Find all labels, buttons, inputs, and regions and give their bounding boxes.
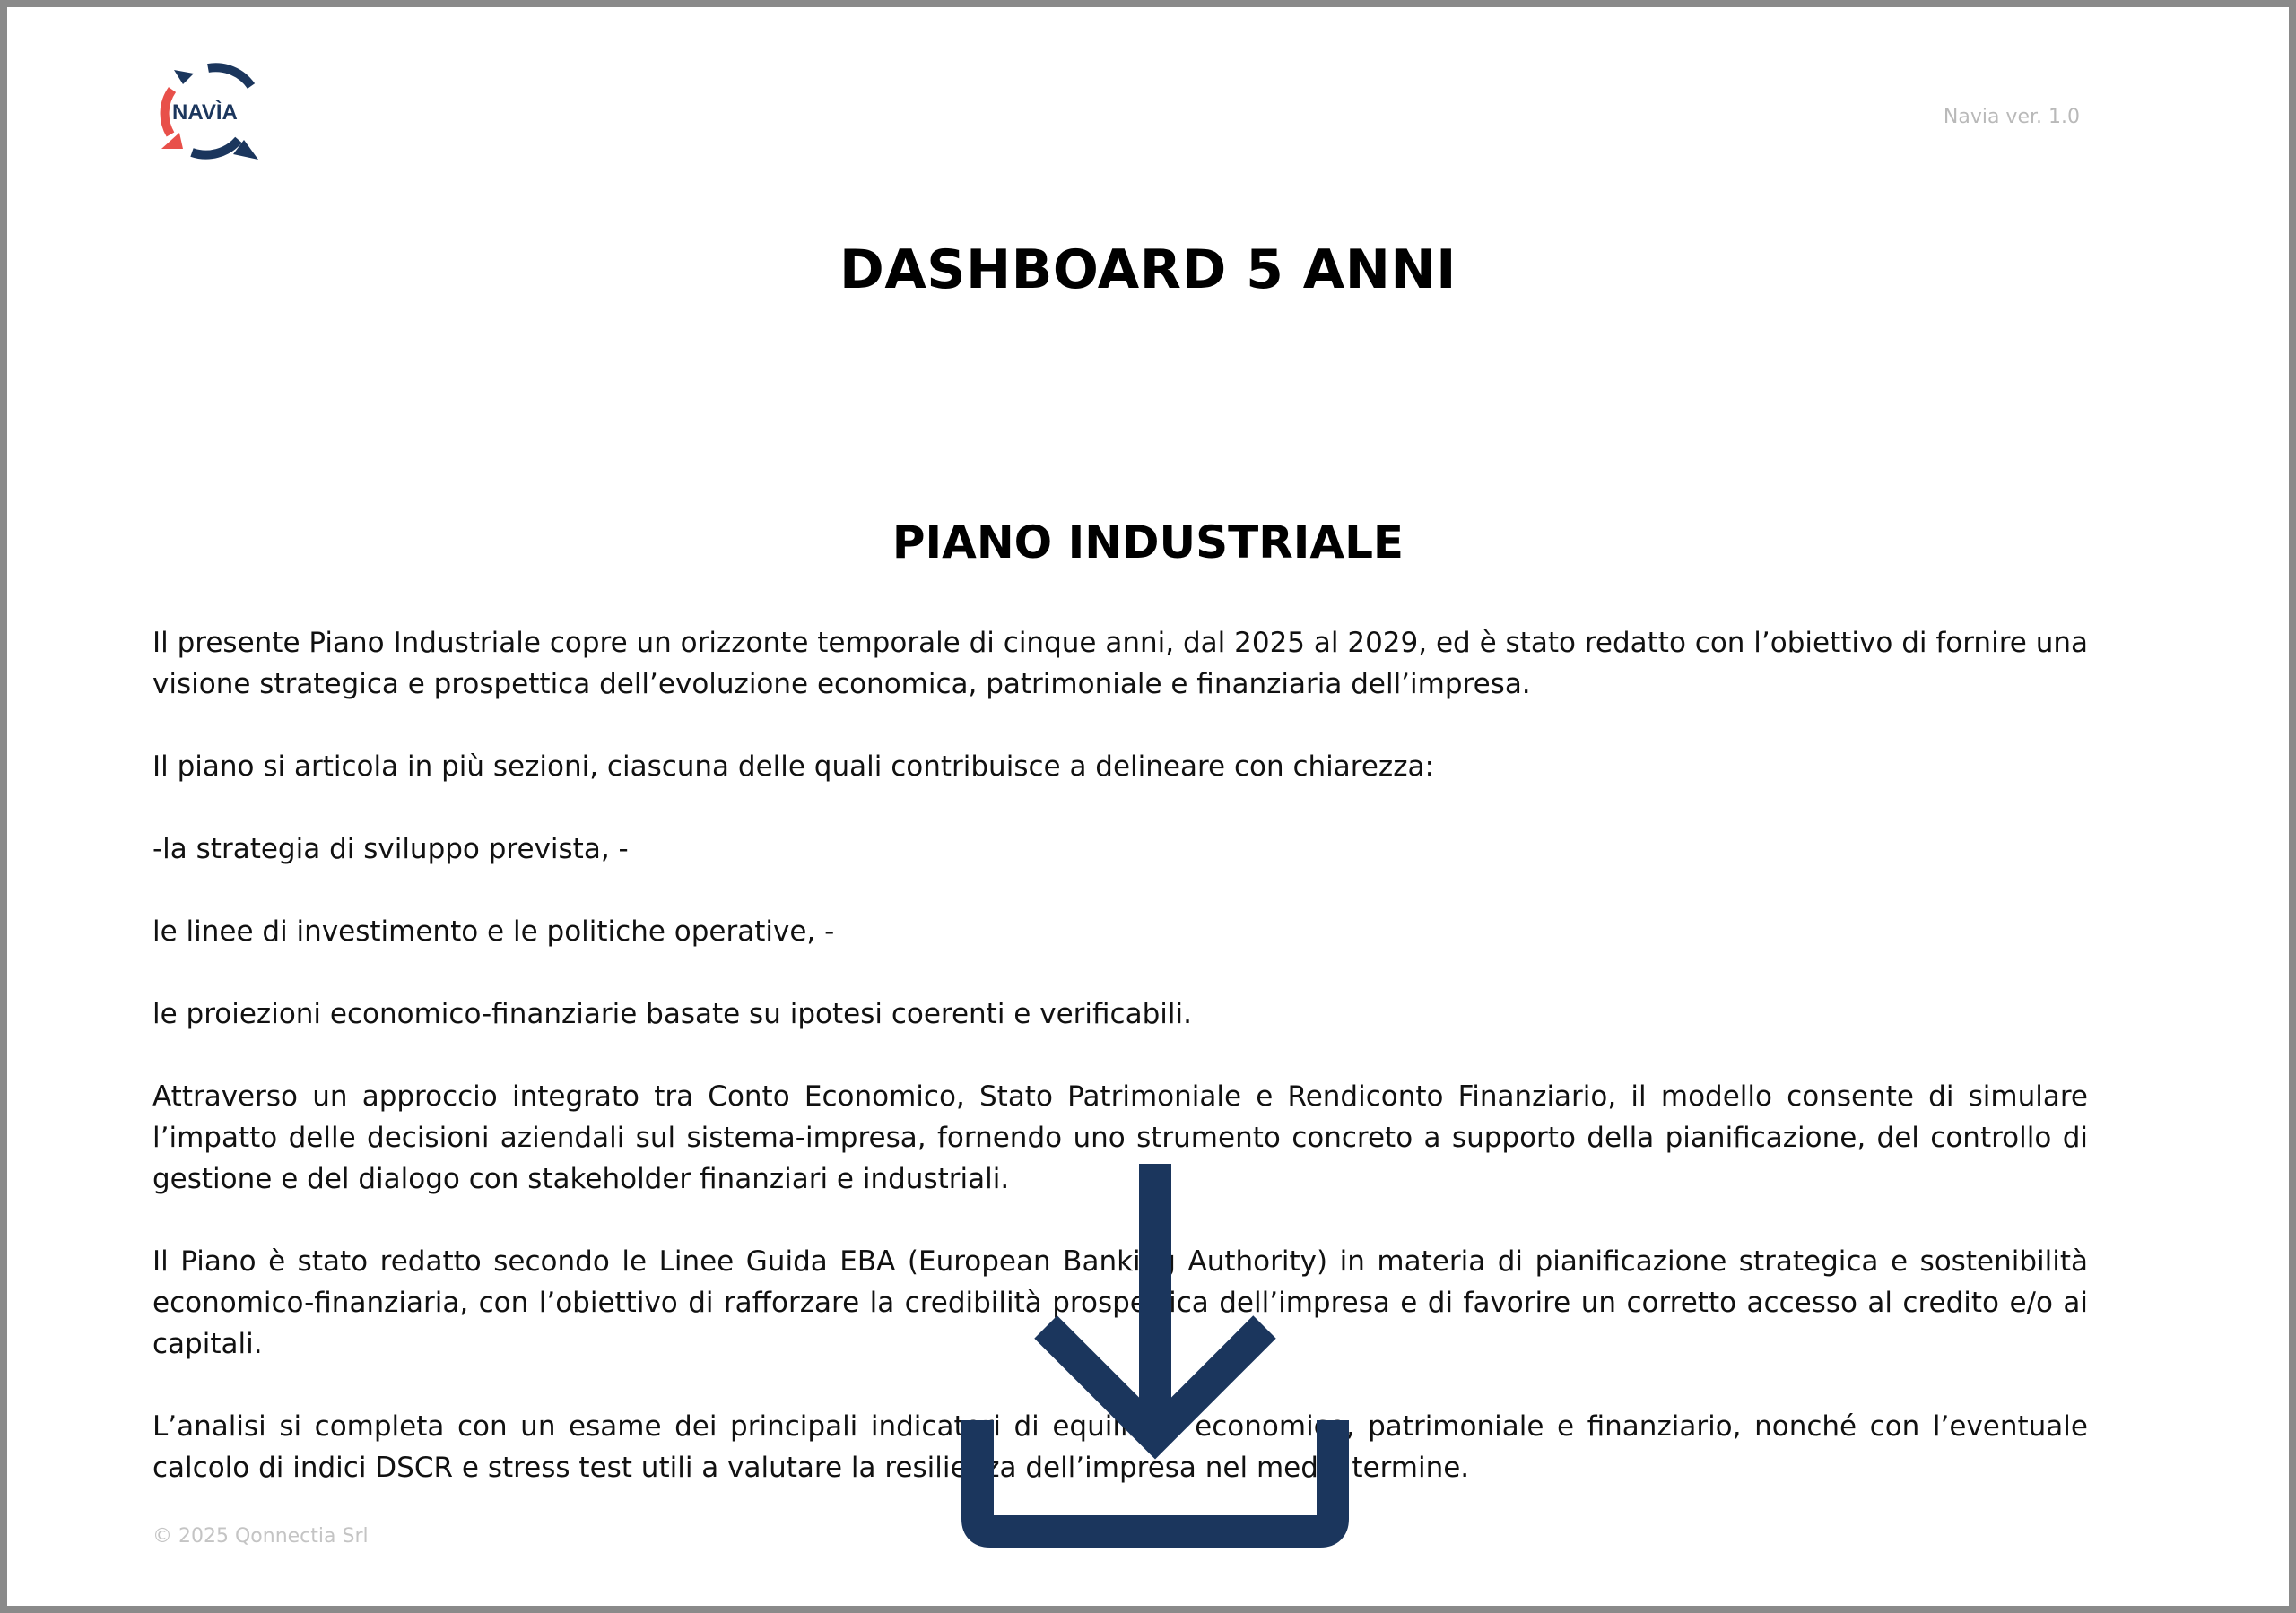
paragraph: Il presente Piano Industriale copre un orizzonte temporale di cinque anni, dal 2025 al 2029, ed è stato redatto con l’obiettivo di fornire una visione strategica e prospettica dell’evoluzione economica, patrimoniale e finanziaria dell’impresa. xyxy=(152,627,2088,700)
navia-logo xyxy=(151,63,269,163)
logo-text: NAVÌA xyxy=(172,100,238,125)
footer-page-number: pag. xyxy=(1107,1525,1151,1548)
paragraph: Il piano si articola in più sezioni, ciascuna delle quali contribuisce a delineare con chiarezza: xyxy=(152,750,1434,783)
paragraph: L’analisi si completa con un esame dei principali indicatori di equilibrio economico, patrimoniale e finanziario, nonché con l’eventuale calcolo di indici DSCR e stress test utili a valutare la resilienza dell’impresa nel medio termine. xyxy=(152,1410,2088,1484)
paragraph: Attraverso un approccio integrato tra Conto Economico, Stato Patrimoniale e Rendiconto Finanziario, il modello consente di simulare l’impatto delle decisioni aziendali sul sistema-impresa, fornendo uno strumento concreto a supporto della pianificazione, del controllo di gestione e del dialogo con stakeholder finanziari e industriali. xyxy=(152,1080,2088,1195)
section-title: PIANO INDUSTRIALE xyxy=(891,516,1405,568)
version-label: Navia ver. 1.0 xyxy=(1943,106,2080,128)
document-page xyxy=(7,7,2289,1606)
footer-copyright: © 2025 Qonnectia Srl xyxy=(152,1525,369,1548)
paragraph: le linee di investimento e le politiche operative, - xyxy=(152,915,835,948)
download-icon[interactable] xyxy=(958,1164,1352,1558)
paragraph: Il Piano è stato redatto secondo le Linee Guida EBA (European Banking Authority) in materia di pianificazione strategica e sostenibilità economico-finanziaria, con l’obiettivo di rafforzare la credibilità prospettica dell’impresa e di favorire un corretto accesso al credito e/o ai capitali. xyxy=(152,1245,2088,1360)
paragraph: -la strategia di sviluppo prevista, - xyxy=(152,833,629,865)
paragraph: le proiezioni economico-finanziarie basate su ipotesi coerenti e verificabili. xyxy=(152,998,1192,1030)
page-title: DASHBOARD 5 ANNI xyxy=(839,238,1457,301)
